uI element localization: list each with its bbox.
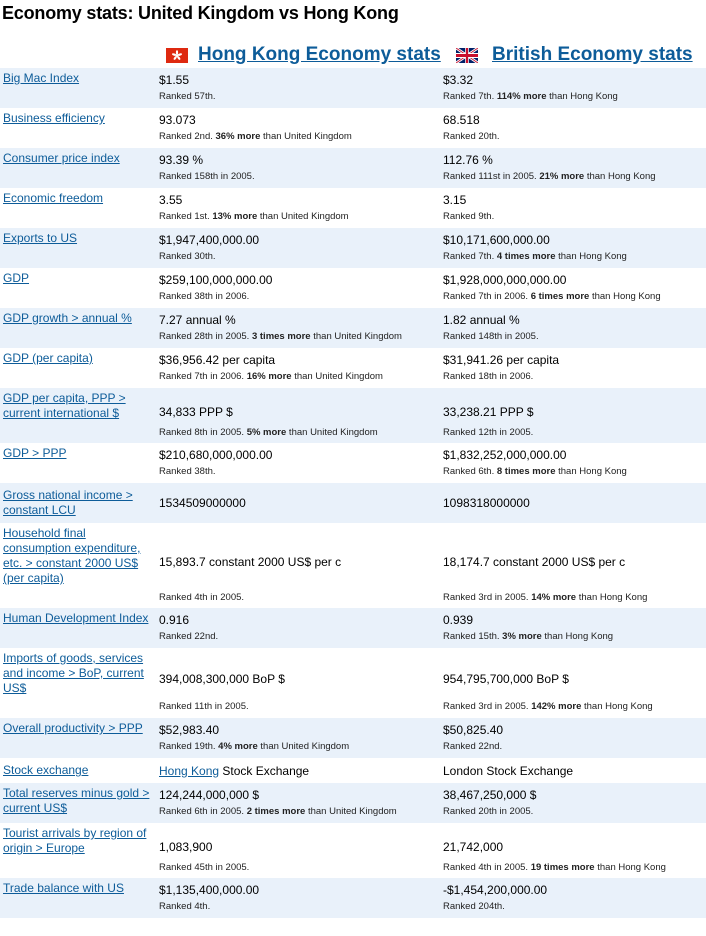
- uk-rank-text: [443, 862, 706, 874]
- uk-value: 112.76 %: [443, 153, 493, 167]
- hk-rank: Ranked 7th in 2006.: [159, 371, 247, 382]
- uk-comparison: 142% more: [531, 701, 582, 712]
- table-row: [0, 823, 706, 878]
- uk-rank-text: [443, 291, 706, 303]
- hk-comparison: 4% more: [218, 741, 258, 752]
- hk-value-line: [159, 353, 440, 367]
- uk-rank: Ranked 111st in 2005.: [443, 171, 540, 182]
- uk-value-line: [443, 555, 706, 569]
- hk-rank-text: [159, 91, 440, 103]
- uk-value-line: [443, 73, 706, 87]
- uk-rank-text: [443, 91, 706, 103]
- uk-rank: Ranked 20th in 2005.: [443, 806, 534, 817]
- uk-rank: Ranked 7th.: [443, 91, 497, 102]
- uk-comparison: 21% more: [539, 171, 585, 182]
- table-row: [0, 878, 706, 918]
- hk-rank: Ranked 45th in 2005.: [159, 861, 250, 873]
- hk-value: 34,833 PPP $: [159, 404, 233, 419]
- hk-value: 124,244,000,000 $: [159, 788, 260, 802]
- hk-rank-text: [159, 427, 440, 439]
- hk-value: 15,893.7 constant 2000 US$ per c: [159, 554, 342, 569]
- hk-rank: Ranked 30th.: [159, 251, 216, 262]
- row-label-link[interactable]: GDP: [3, 271, 30, 285]
- hk-rank-text: [159, 131, 440, 143]
- hk-comparison-tail: than United Kingdom: [260, 131, 352, 142]
- uk-rank: Ranked 3rd in 2005.: [443, 701, 532, 712]
- uk-value-cell: [440, 268, 706, 308]
- hk-value-cell: [156, 148, 440, 188]
- hk-value-line: [159, 764, 440, 778]
- uk-value-line: [443, 273, 706, 287]
- row-label-link[interactable]: Trade balance with US: [3, 881, 124, 895]
- uk-value-line: [443, 840, 706, 854]
- row-label-cell: [0, 68, 156, 108]
- hk-value-line: [159, 193, 440, 207]
- table-row: [0, 68, 706, 108]
- hk-value-cell: [156, 388, 440, 443]
- uk-rank: Ranked 9th.: [443, 211, 495, 222]
- uk-rank: Ranked 3rd in 2005.: [443, 591, 532, 603]
- uk-comparison: 3% more: [502, 631, 542, 642]
- hk-rank: Ranked 19th.: [159, 741, 219, 752]
- uk-rank-text: [443, 211, 706, 223]
- hk-rank-text: [159, 291, 440, 303]
- uk-value-line: [443, 672, 706, 686]
- uk-rank: Ranked 12th in 2005.: [443, 426, 534, 438]
- hk-economy-stats-link[interactable]: Hong Kong Economy stats: [198, 44, 441, 65]
- row-label-cell: [0, 268, 156, 308]
- hk-value-cell: [156, 443, 440, 483]
- hong-kong-flag-icon: [166, 48, 188, 63]
- uk-rank: Ranked 7th.: [443, 251, 497, 262]
- uk-value-line: [443, 448, 706, 462]
- hk-value-line: [159, 496, 440, 510]
- uk-value-cell: [440, 388, 706, 443]
- uk-value-cell: [440, 523, 706, 608]
- hk-comparison: 3 times more: [251, 331, 311, 342]
- row-label-cell: [0, 388, 156, 443]
- row-label-link[interactable]: Gross national income > constant LCU: [3, 488, 133, 517]
- uk-value-line: [443, 613, 706, 627]
- uk-value: -$1,454,200,000.00: [443, 883, 548, 897]
- uk-value-line: [443, 764, 706, 778]
- uk-value: 1098318000000: [443, 496, 530, 510]
- hk-rank: Ranked 57th.: [159, 91, 216, 102]
- hk-value-line: [159, 273, 440, 287]
- uk-rank: Ranked 204th.: [443, 901, 505, 912]
- row-label-cell: [0, 608, 156, 648]
- uk-comparison-tail: than Hong Kong: [555, 466, 627, 477]
- uk-value-line: [443, 883, 706, 897]
- row-label-cell: [0, 308, 156, 348]
- hk-value-cell: [156, 188, 440, 228]
- uk-value-cell: [440, 648, 706, 718]
- row-label-link[interactable]: Imports of goods, services and income > BoP, current US$: [3, 651, 144, 695]
- row-label-cell: [0, 823, 156, 878]
- hk-value: 3.55: [159, 193, 183, 207]
- uk-rank-text: [443, 427, 706, 439]
- hk-value-line: [159, 883, 440, 897]
- hk-rank-text: [159, 466, 440, 478]
- hk-value-cell: [156, 523, 440, 608]
- hk-rank: Ranked 8th in 2005.: [159, 426, 247, 438]
- uk-comparison-tail: than Hong Kong: [541, 631, 614, 642]
- row-label-link[interactable]: Business efficiency: [3, 111, 105, 125]
- uk-value-cell: [440, 108, 706, 148]
- hk-rank-text: [159, 901, 440, 913]
- uk-value-cell: [440, 783, 706, 823]
- page-title: Economy stats: United Kingdom vs Hong Kong: [2, 3, 399, 23]
- hk-rank: Ranked 1st.: [159, 211, 213, 222]
- uk-comparison-tail: than Hong Kong: [594, 861, 666, 873]
- uk-comparison-tail: than Hong Kong: [584, 171, 656, 182]
- row-label-cell: [0, 483, 156, 523]
- uk-comparison-tail: than Hong Kong: [576, 591, 648, 603]
- table-row: [0, 148, 706, 188]
- hk-rank: Ranked 22nd.: [159, 631, 219, 642]
- table-row: [0, 268, 706, 308]
- hk-value-line: [159, 840, 440, 854]
- hk-value: 1534509000000: [159, 496, 246, 510]
- hk-rank: Ranked 2nd.: [159, 131, 216, 142]
- hk-value: $36,956.42 per capita: [159, 353, 276, 367]
- hk-value-line: [159, 555, 440, 569]
- hk-comparison: 16% more: [246, 371, 292, 382]
- uk-rank: Ranked 6th.: [443, 466, 497, 477]
- hk-value-cell: [156, 348, 440, 388]
- uk-value-line: [443, 193, 706, 207]
- uk-value: 18,174.7 constant 2000 US$ per c: [443, 554, 626, 569]
- uk-comparison-tail: than Hong Kong: [581, 701, 653, 712]
- hk-comparison: 2 times more: [246, 806, 306, 817]
- hk-value-line: [159, 405, 440, 419]
- table-row: [0, 388, 706, 443]
- uk-value: $50,825.40: [443, 723, 504, 737]
- table-row: [0, 483, 706, 523]
- hk-value-cell: [156, 718, 440, 758]
- table-row: [0, 188, 706, 228]
- hk-rank: Ranked 4th.: [159, 901, 211, 912]
- uk-rank-text: [443, 466, 706, 478]
- uk-value: $3.32: [443, 73, 474, 87]
- hk-value: 394,008,300,000 BoP $: [159, 672, 285, 686]
- uk-rank-text: [443, 331, 706, 343]
- uk-value: $31,941.26 per capita: [443, 353, 560, 367]
- hk-value-line: [159, 723, 440, 737]
- uk-rank: Ranked 7th in 2006.: [443, 291, 531, 302]
- row-label-link[interactable]: Stock exchange: [3, 763, 89, 777]
- uk-rank-text: [443, 171, 706, 183]
- row-label-cell: [0, 523, 156, 608]
- uk-value-cell: [440, 823, 706, 878]
- uk-value-cell: [440, 878, 706, 918]
- hk-rank-text: [159, 171, 440, 183]
- table-row: [0, 348, 706, 388]
- hk-value-cell: [156, 268, 440, 308]
- hk-value-cell: [156, 878, 440, 918]
- uk-value: 21,742,000: [443, 839, 504, 854]
- uk-value: 33,238.21 PPP $: [443, 404, 534, 419]
- hk-value: 0.916: [159, 613, 190, 627]
- hk-rank: Ranked 11th in 2005.: [159, 701, 249, 712]
- uk-flag-icon: [456, 48, 478, 63]
- hk-value: $1,135,400,000.00: [159, 883, 260, 897]
- hk-value-cell: [156, 68, 440, 108]
- uk-value: 68.518: [443, 113, 480, 127]
- row-label-link[interactable]: Consumer price index: [3, 151, 120, 165]
- row-label-link[interactable]: Tourist arrivals by region of origin > Europe: [3, 826, 147, 855]
- uk-value-cell: [440, 188, 706, 228]
- uk-value: $1,832,252,000,000.00: [443, 448, 567, 462]
- hk-rank-text: [159, 371, 440, 383]
- row-label-link[interactable]: GDP growth > annual %: [3, 311, 132, 325]
- uk-value-line: [443, 113, 706, 127]
- row-label-cell: [0, 188, 156, 228]
- uk-value-cell: [440, 718, 706, 758]
- uk-value-line: [443, 153, 706, 167]
- hk-value: $210,680,000,000.00: [159, 448, 273, 462]
- hk-rank: Ranked 38th in 2006.: [159, 291, 250, 302]
- uk-comparison-tail: than Hong Kong: [555, 251, 627, 262]
- uk-value: $1,928,000,000,000.00: [443, 273, 567, 287]
- uk-comparison: 114% more: [496, 91, 547, 102]
- hk-comparison-tail: than United Kingdom: [257, 741, 350, 752]
- uk-value-cell: [440, 608, 706, 648]
- uk-rank-text: [443, 701, 706, 713]
- hk-value-line: [159, 613, 440, 627]
- hk-value-line: [159, 448, 440, 462]
- uk-rank-text: [443, 901, 706, 913]
- hk-value-line: [159, 788, 440, 802]
- uk-rank: Ranked 15th.: [443, 631, 503, 642]
- hk-value-cell: [156, 483, 440, 523]
- row-label-link[interactable]: Total reserves minus gold > current US$: [3, 786, 150, 815]
- uk-value-cell: [440, 148, 706, 188]
- hk-value-cell: [156, 783, 440, 823]
- hk-value-cell: [156, 228, 440, 268]
- uk-rank-text: [443, 806, 706, 818]
- row-label-cell: [0, 758, 156, 783]
- row-label-link[interactable]: GDP per capita, PPP > current international $: [3, 391, 126, 420]
- uk-value-line: [443, 405, 706, 419]
- uk-rank: Ranked 22nd.: [443, 741, 503, 752]
- row-label-cell: [0, 228, 156, 268]
- hk-rank: Ranked 38th.: [159, 466, 216, 477]
- table-row: [0, 523, 706, 608]
- row-label-cell: [0, 348, 156, 388]
- hk-rank: Ranked 4th in 2005.: [159, 591, 245, 603]
- uk-comparison-tail: than Hong Kong: [589, 291, 661, 302]
- hk-comparison: 13% more: [212, 211, 258, 222]
- uk-value-line: [443, 723, 706, 737]
- uk-rank: Ranked 20th.: [443, 131, 500, 142]
- uk-value-line: [443, 233, 706, 247]
- uk-value-cell: [440, 443, 706, 483]
- uk-rank-text: [443, 631, 706, 643]
- hk-value-line: [159, 73, 440, 87]
- table-row: [0, 108, 706, 148]
- table-row: [0, 718, 706, 758]
- hk-value: 1,083,900: [159, 839, 213, 854]
- row-label-cell: [0, 648, 156, 718]
- hk-value-cell: [156, 758, 440, 783]
- row-label-cell: [0, 443, 156, 483]
- hk-rank-text: [159, 331, 440, 343]
- uk-economy-stats-link[interactable]: British Economy stats: [492, 44, 693, 65]
- hk-rank-text: [159, 701, 440, 713]
- uk-value: $10,171,600,000.00: [443, 233, 550, 247]
- hk-comparison-tail: than United Kingdom: [257, 211, 349, 222]
- hk-value: 93.39 %: [159, 153, 204, 167]
- uk-value-line: [443, 353, 706, 367]
- hk-comparison-tail: than United Kingdom: [286, 426, 378, 438]
- hk-comparison-tail: than United Kingdom: [291, 371, 383, 382]
- hk-value-line: [159, 313, 440, 327]
- hk-rank-text: [159, 211, 440, 223]
- table-row: [0, 783, 706, 823]
- uk-comparison: 14% more: [531, 591, 577, 603]
- row-label-link[interactable]: Exports to US: [3, 231, 78, 245]
- uk-rank-text: [443, 251, 706, 263]
- hk-value: $1,947,400,000.00: [159, 233, 260, 247]
- table-row: [0, 443, 706, 483]
- row-label-cell: [0, 878, 156, 918]
- uk-rank-text: [443, 131, 706, 143]
- uk-comparison: 4 times more: [496, 251, 556, 262]
- uk-rank-text: [443, 592, 706, 604]
- uk-value: 3.15: [443, 193, 467, 207]
- table-row: [0, 228, 706, 268]
- hk-value: $1.55: [159, 73, 190, 87]
- uk-value-cell: [440, 228, 706, 268]
- comparison-table: [0, 68, 706, 918]
- table-row: [0, 648, 706, 718]
- hk-value: $259,100,000,000.00: [159, 273, 273, 287]
- uk-rank: Ranked 18th in 2006.: [443, 371, 534, 382]
- uk-comparison: 19 times more: [530, 861, 595, 873]
- uk-value: 1.82 annual %: [443, 313, 520, 327]
- hk-value-line: [159, 113, 440, 127]
- row-label-link[interactable]: GDP > PPP: [3, 446, 67, 460]
- uk-value-cell: [440, 308, 706, 348]
- row-label-cell: [0, 148, 156, 188]
- row-label-cell: [0, 718, 156, 758]
- hk-rank: Ranked 6th in 2005.: [159, 806, 247, 817]
- hk-rank-text: [159, 806, 440, 818]
- uk-value: 0.939: [443, 613, 474, 627]
- hk-rank: Ranked 158th in 2005.: [159, 171, 255, 182]
- hk-stock-exchange-link[interactable]: Hong Kong: [159, 763, 220, 778]
- uk-comparison: 6 times more: [530, 291, 590, 302]
- hk-value-line: [159, 153, 440, 167]
- uk-value: 38,467,250,000 $: [443, 788, 537, 802]
- hk-rank-text: [159, 251, 440, 263]
- uk-rank: Ranked 4th in 2005.: [443, 861, 531, 873]
- uk-rank: Ranked 148th in 2005.: [443, 331, 539, 342]
- uk-value-cell: [440, 758, 706, 783]
- table-row: [0, 308, 706, 348]
- hk-comparison-tail: than United Kingdom: [310, 331, 402, 342]
- hk-comparison-tail: than United Kingdom: [305, 806, 397, 817]
- hk-value: 93.073: [159, 113, 196, 127]
- row-label-link[interactable]: Economic freedom: [3, 191, 104, 205]
- hk-value-cell: [156, 648, 440, 718]
- uk-value: 954,795,700,000 BoP $: [443, 672, 569, 686]
- uk-rank-text: [443, 371, 706, 383]
- table-row: [0, 608, 706, 648]
- hk-rank-text: [159, 741, 440, 753]
- row-label-link[interactable]: Overall productivity > PPP: [3, 721, 143, 735]
- hk-comparison: 36% more: [215, 131, 261, 142]
- hk-value-cell: [156, 823, 440, 878]
- row-label-link[interactable]: Human Development Index: [3, 611, 149, 625]
- hk-value-line: [159, 233, 440, 247]
- hk-value: Stock Exchange: [219, 763, 310, 778]
- uk-value-cell: [440, 483, 706, 523]
- hk-value-cell: [156, 308, 440, 348]
- uk-value-line: [443, 496, 706, 510]
- uk-value: London Stock Exchange: [443, 763, 574, 778]
- row-label-cell: [0, 108, 156, 148]
- hk-rank: Ranked 28th in 2005.: [159, 331, 252, 342]
- uk-comparison: 8 times more: [496, 466, 556, 477]
- hk-comparison: 5% more: [246, 426, 287, 438]
- hk-rank-text: [159, 592, 440, 604]
- hk-rank-text: [159, 631, 440, 643]
- uk-rank-text: [443, 741, 706, 753]
- row-label-link[interactable]: Big Mac Index: [3, 71, 80, 85]
- hk-value-line: [159, 672, 440, 686]
- uk-value-line: [443, 788, 706, 802]
- row-label-cell: [0, 783, 156, 823]
- row-label-link[interactable]: GDP (per capita): [3, 351, 93, 365]
- hk-value: $52,983.40: [159, 723, 220, 737]
- hk-value-cell: [156, 108, 440, 148]
- uk-comparison-tail: than Hong Kong: [546, 91, 618, 102]
- hk-value-cell: [156, 608, 440, 648]
- uk-value-line: [443, 313, 706, 327]
- uk-value-cell: [440, 348, 706, 388]
- table-row: [0, 758, 706, 783]
- hk-value: 7.27 annual %: [159, 313, 236, 327]
- uk-value-cell: [440, 68, 706, 108]
- row-label-link[interactable]: Household final consumption expenditure, etc. > constant 2000 US$ (per capita): [3, 526, 141, 585]
- hk-rank-text: [159, 862, 440, 874]
